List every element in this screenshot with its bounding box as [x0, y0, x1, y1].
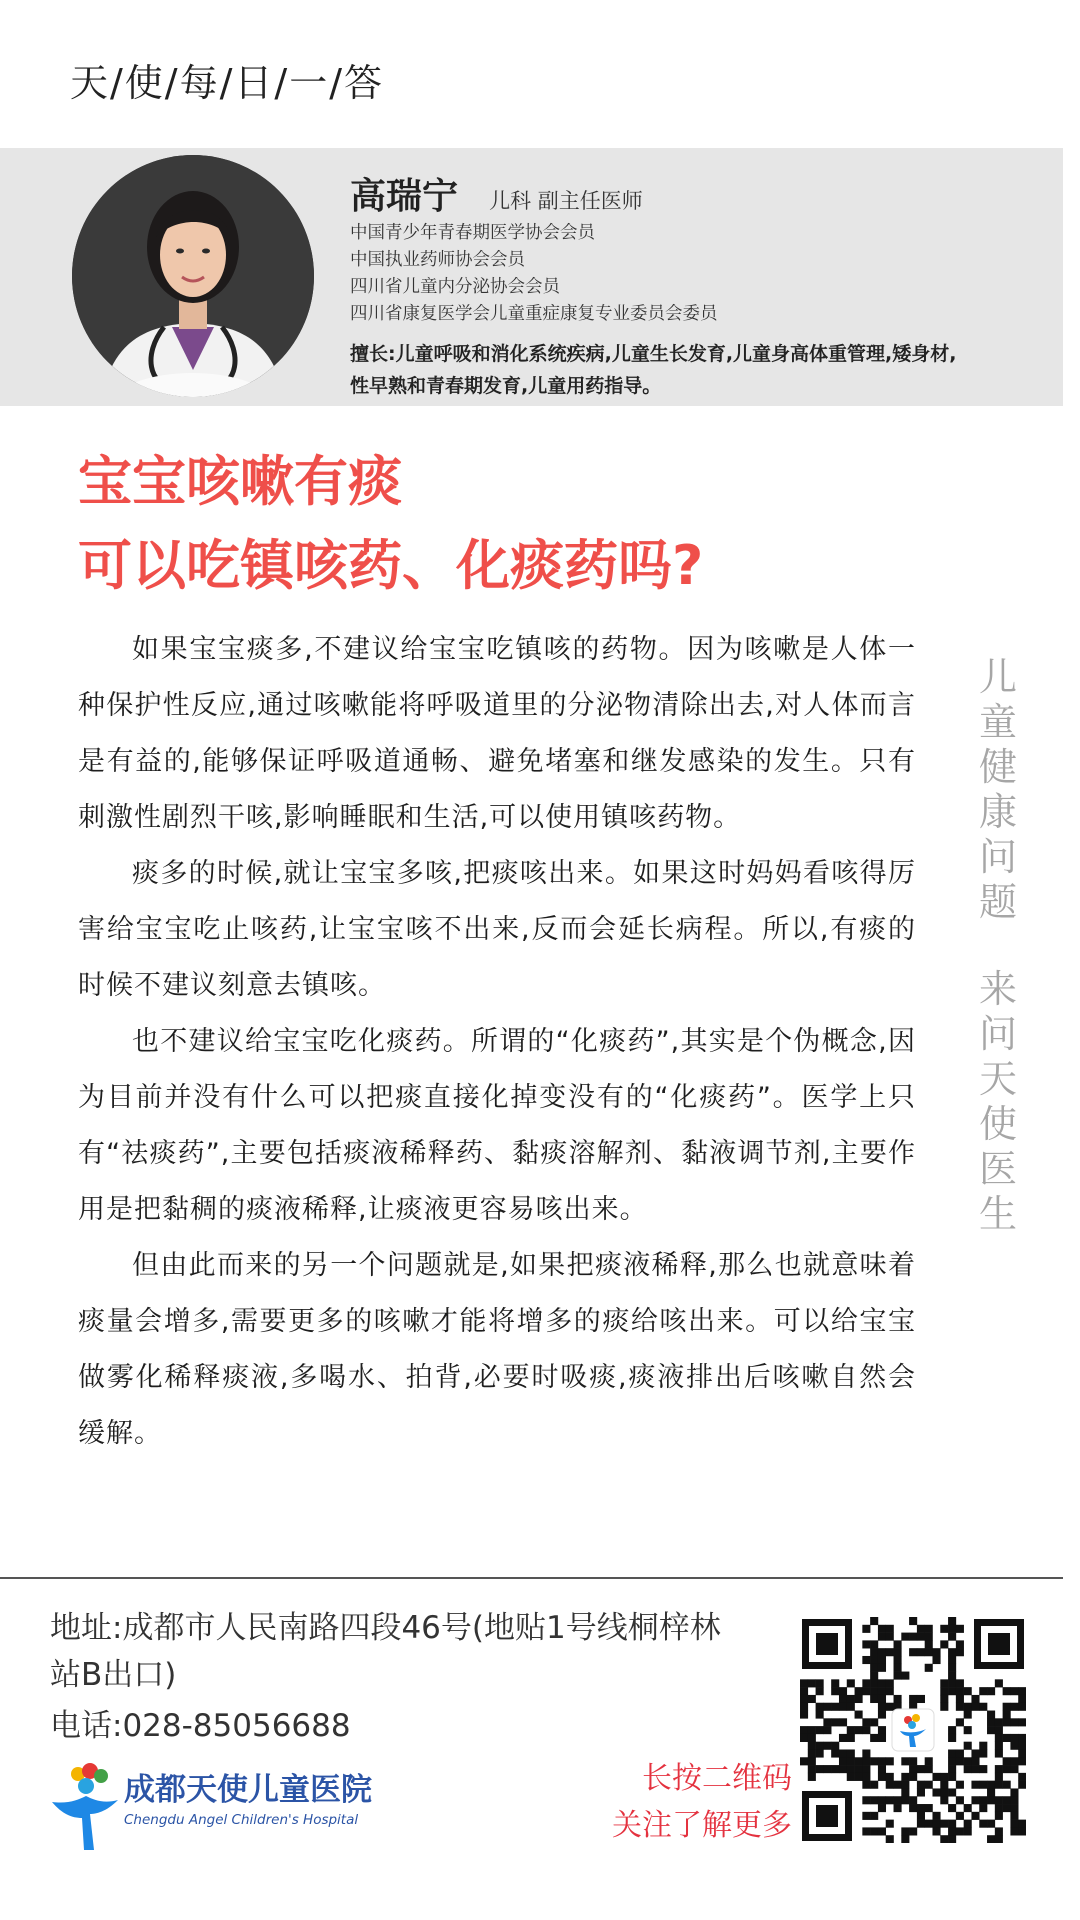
hospital-name-en: Chengdu Angel Children's Hospital	[124, 1812, 359, 1828]
qr-caption-line-2: 关注了解更多	[612, 1808, 792, 1843]
side-slogan-part-1: 儿童健康问题	[978, 655, 1017, 924]
side-slogan	[974, 655, 1022, 1237]
membership-item: 中国青少年青春期医学协会会员	[350, 223, 595, 243]
article-paragraph: 也不建议给宝宝吃化痰药。所谓的“化痰药”,其实是个伪概念,因为目前并没有什么可以把痰直接化掉变没有的“化痰药”。医学上只有“祛痰药”,主要包括痰液稀释药、黏痰溶解剂、黏液调节剂,主要作用是把黏稠的痰液稀释,让痰液更容易咳出来。	[78, 1026, 916, 1225]
article-title-line-1: 宝宝咳嗽有痰	[78, 450, 402, 513]
qr-caption-line-1: 长按二维码	[642, 1761, 792, 1796]
doctor-avatar	[72, 155, 314, 397]
hospital-logo	[48, 1762, 388, 1852]
hospital-address: 地址:成都市人民南路四段46号(地贴1号线桐梓林站B出口)	[50, 1610, 721, 1693]
article-title-line-2: 可以吃镇咳药、化痰药吗?	[78, 534, 704, 597]
article-paragraph: 但由此而来的另一个问题就是,如果把痰液稀释,那么也就意味着痰量会增多,需要更多的咳嗽才能将增多的痰给咳出来。可以给宝宝做雾化稀释痰液,多喝水、拍背,必要时吸痰,痰液排出后咳嗽自然会缓解。	[78, 1250, 916, 1449]
hospital-phone: 电话:028-85056688	[50, 1708, 351, 1744]
article-paragraph: 痰多的时候,就让宝宝多咳,把痰咳出来。如果这时妈妈看咳得厉害给宝宝吃止咳药,让宝宝咳不出来,反而会延长病程。所以,有痰的时候不建议刻意去镇咳。	[78, 858, 916, 1001]
footer-divider	[0, 1577, 1063, 1579]
angel-figure-logo-icon	[48, 1762, 124, 1854]
doctor-name-row	[350, 168, 643, 219]
doctor-specialty: 擅长:儿童呼吸和消化系统疾病,儿童生长发育,儿童身高体重管理,矮身材,性早熟和青春期发育,儿童用药指导。	[350, 343, 957, 397]
doctor-name: 高瑞宁	[350, 176, 459, 217]
hospital-name-cn: 成都天使儿童医院	[124, 1772, 372, 1808]
qr-caption	[592, 1755, 792, 1849]
article-paragraph: 如果宝宝痰多,不建议给宝宝吃镇咳的药物。因为咳嗽是人体一种保护性反应,通过咳嗽能将呼吸道里的分泌物清除出去,对人体而言是有益的,能够保证呼吸道通畅、避免堵塞和继发感染的发生。只有刺激性剧烈干咳,影响睡眠和生活,可以使用镇咳药物。	[78, 634, 916, 833]
membership-item: 四川省康复医学会儿童重症康复专业委员会委员	[350, 304, 718, 324]
qr-code-icon	[800, 1617, 1026, 1843]
article-body	[78, 622, 916, 1462]
membership-item: 四川省儿童内分泌协会会员	[350, 277, 560, 297]
qr-code[interactable]	[800, 1617, 1026, 1843]
article-title	[78, 440, 703, 608]
series-title: 天/使/每/日/一/答	[70, 61, 385, 105]
doctor-portrait-icon	[72, 155, 314, 397]
doctor-department-title: 儿科 副主任医师	[489, 189, 643, 213]
membership-item: 中国执业药师协会会员	[350, 250, 525, 270]
side-slogan-part-2: 来问天使医生	[978, 967, 1017, 1236]
doctor-memberships	[350, 220, 718, 328]
